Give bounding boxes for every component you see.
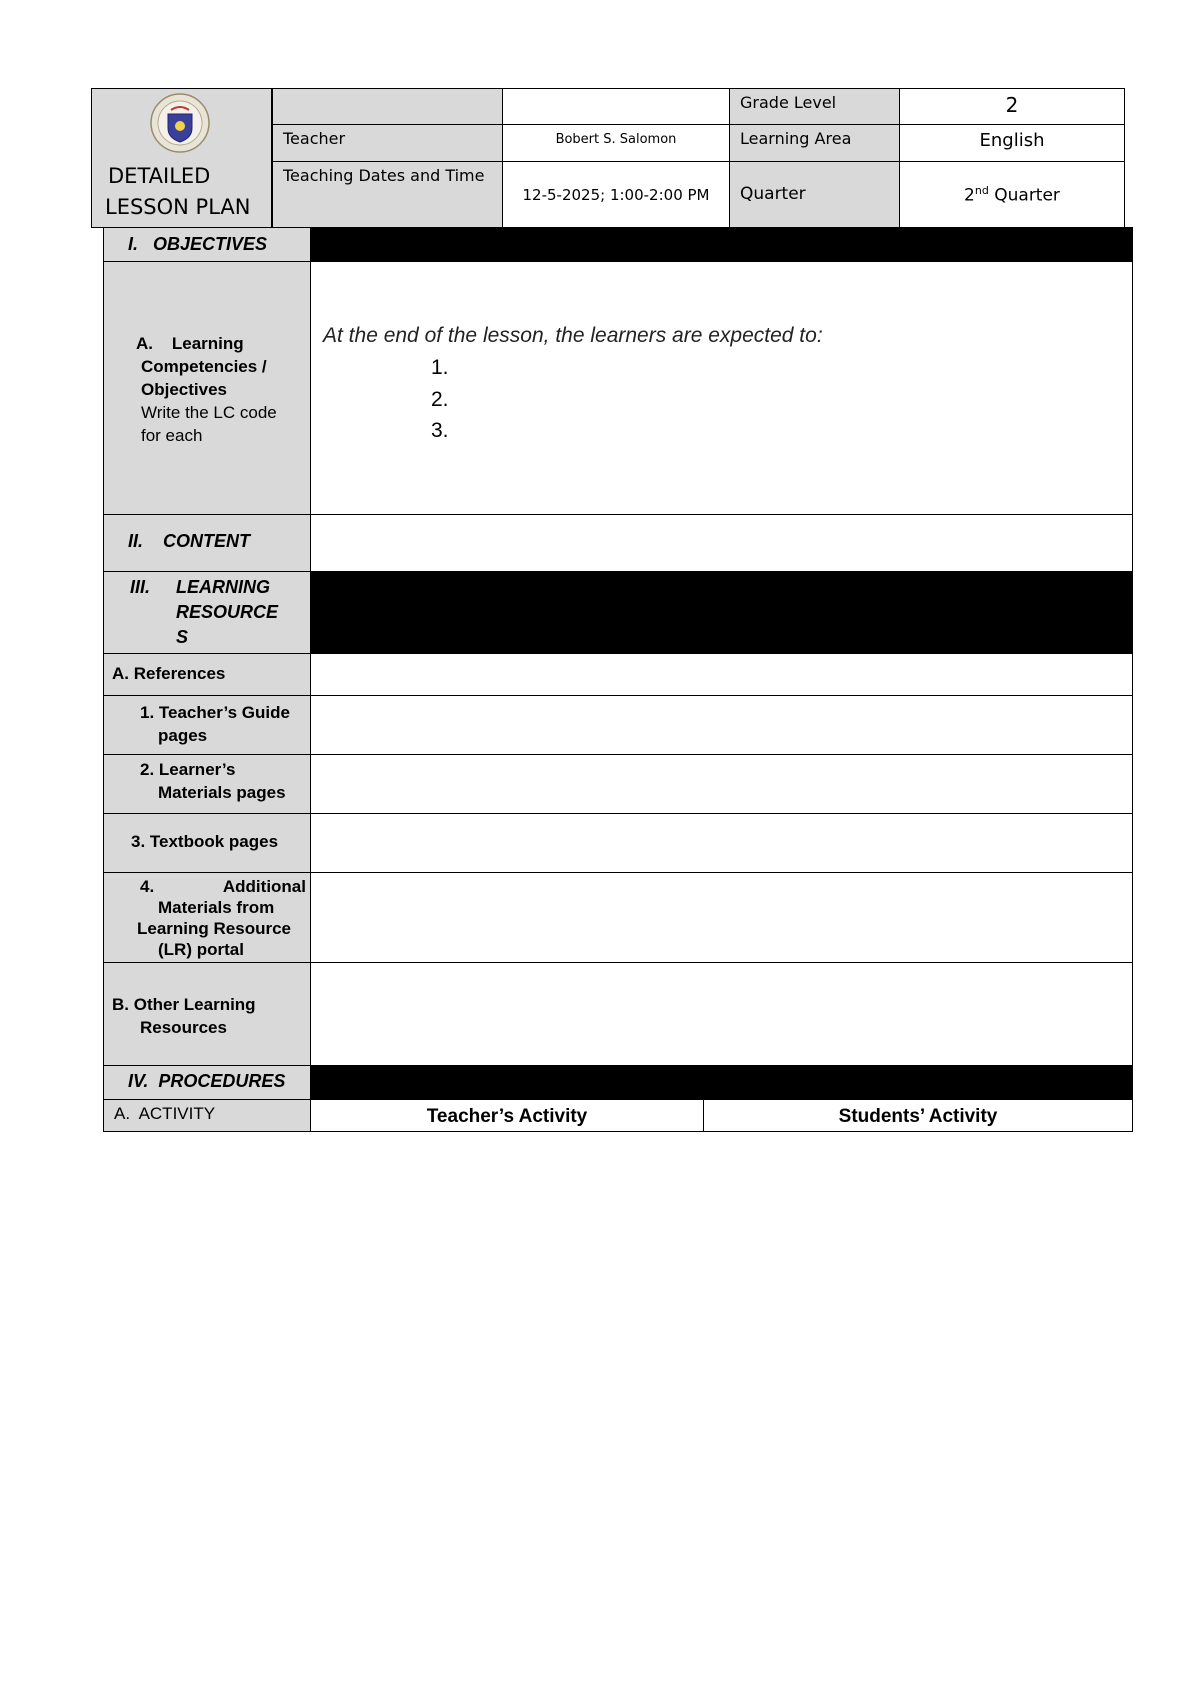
grade-level-label: Grade Level	[729, 88, 900, 125]
textbook-label	[103, 813, 311, 873]
learners-materials-line2: Materials pages	[158, 783, 286, 802]
learners-materials-value-cell	[310, 754, 1133, 814]
activity-row	[103, 1099, 1133, 1132]
dates-value: 12-5-2025; 1:00-2:00 PM	[502, 161, 730, 228]
activity-label	[103, 1099, 311, 1132]
competencies-row	[103, 261, 1133, 515]
procedures-heading-text: IV. PROCEDURES	[128, 1071, 286, 1091]
other-resources-line2: Resources	[140, 1018, 227, 1037]
doc-title-line1: DETAILED	[108, 164, 211, 188]
objectives-heading	[103, 227, 311, 262]
lc-intro: At the end of the lesson, the learners are expected to:	[323, 324, 823, 347]
deped-seal-icon	[147, 92, 213, 154]
teacher-label: Teacher	[272, 124, 503, 162]
resources-row	[103, 571, 1133, 654]
learning-area-label: Learning Area	[729, 124, 900, 162]
competencies-label-b: Competencies /	[141, 357, 267, 376]
other-resources-row	[103, 962, 1133, 1066]
additional-materials-value-cell	[310, 872, 1133, 963]
additional-materials-line4: (LR) portal	[158, 940, 244, 959]
other-resources-label	[103, 962, 311, 1066]
competencies-content-cell	[310, 261, 1133, 515]
teacher-value: Bobert S. Salomon	[502, 124, 730, 162]
quarter-label-text: Quarter	[740, 184, 806, 204]
objectives-heading-text: I. OBJECTIVES	[128, 234, 268, 254]
lc-item-3: 3.	[431, 419, 449, 442]
references-label-text: A. References	[112, 664, 226, 683]
procedures-header-bar	[310, 1065, 1133, 1100]
students-activity-header	[703, 1099, 1133, 1132]
resources-num: III.	[130, 577, 151, 597]
lc-item-1: 1.	[431, 356, 449, 379]
references-value-cell	[310, 653, 1133, 696]
quarter-label	[729, 161, 900, 228]
doc-title-line2: LESSON PLAN	[105, 195, 251, 219]
dates-label: Teaching Dates and Time	[272, 161, 503, 228]
activity-label-text: A. ACTIVITY	[114, 1104, 216, 1123]
textbook-value-cell	[310, 813, 1133, 873]
resources-line2: RESOURCE	[176, 602, 279, 622]
content-heading	[103, 514, 311, 572]
quarter-value	[899, 161, 1125, 228]
grade-level-value: 2	[899, 88, 1125, 125]
quarter-suffix: nd	[974, 184, 989, 197]
quarter-word: Quarter	[988, 185, 1060, 206]
procedures-heading	[103, 1065, 311, 1100]
content-row	[103, 514, 1133, 572]
additional-materials-label	[103, 872, 311, 963]
additional-materials-row	[103, 872, 1133, 963]
teachers-guide-line2: pages	[158, 726, 208, 745]
references-label	[103, 653, 311, 696]
learners-materials-label	[103, 754, 311, 814]
students-activity-text: Students’ Activity	[838, 1106, 998, 1127]
procedures-row	[103, 1065, 1133, 1100]
teachers-guide-value-cell	[310, 695, 1133, 755]
teacher-activity-header	[310, 1099, 704, 1132]
blank-label-cell	[272, 88, 503, 125]
resources-heading	[103, 571, 311, 654]
textbook-label-text: 3. Textbook pages	[131, 832, 279, 851]
teachers-guide-line1: 1. Teacher’s Guide	[140, 703, 290, 722]
learners-materials-row	[103, 754, 1133, 814]
resources-header-bar	[310, 571, 1133, 654]
quarter-number: 2	[964, 185, 975, 206]
resources-line3: S	[176, 627, 189, 647]
additional-materials-line2: Materials from	[158, 898, 275, 917]
blank-value-cell	[502, 88, 730, 125]
lc-note-line2: for each	[141, 426, 203, 445]
learning-area-value: English	[899, 124, 1125, 162]
objectives-row	[103, 227, 1133, 262]
teacher-activity-text: Teacher’s Activity	[426, 1106, 588, 1127]
lc-note-line1: Write the LC code	[141, 403, 277, 422]
content-heading-text: II. CONTENT	[128, 531, 251, 551]
competencies-label-a: A. Learning	[136, 334, 244, 353]
title-cell	[91, 88, 272, 228]
additional-materials-line3: Learning Resource	[137, 919, 291, 938]
references-row	[103, 653, 1133, 696]
teachers-guide-label	[103, 695, 311, 755]
competencies-label-cell	[103, 261, 311, 515]
lc-item-2: 2.	[431, 388, 449, 411]
other-resources-value-cell	[310, 962, 1133, 1066]
textbook-row	[103, 813, 1133, 873]
competencies-label-c: Objectives	[141, 380, 227, 399]
objectives-header-bar	[310, 227, 1133, 262]
other-resources-line1: B. Other Learning	[112, 995, 256, 1014]
additional-materials-num: 4.	[140, 877, 155, 896]
content-value-cell	[310, 514, 1133, 572]
resources-line1: LEARNING	[176, 577, 270, 597]
learners-materials-line1: 2. Learner’s	[140, 760, 236, 779]
additional-materials-line1: Additional	[222, 877, 306, 896]
teachers-guide-row	[103, 695, 1133, 755]
